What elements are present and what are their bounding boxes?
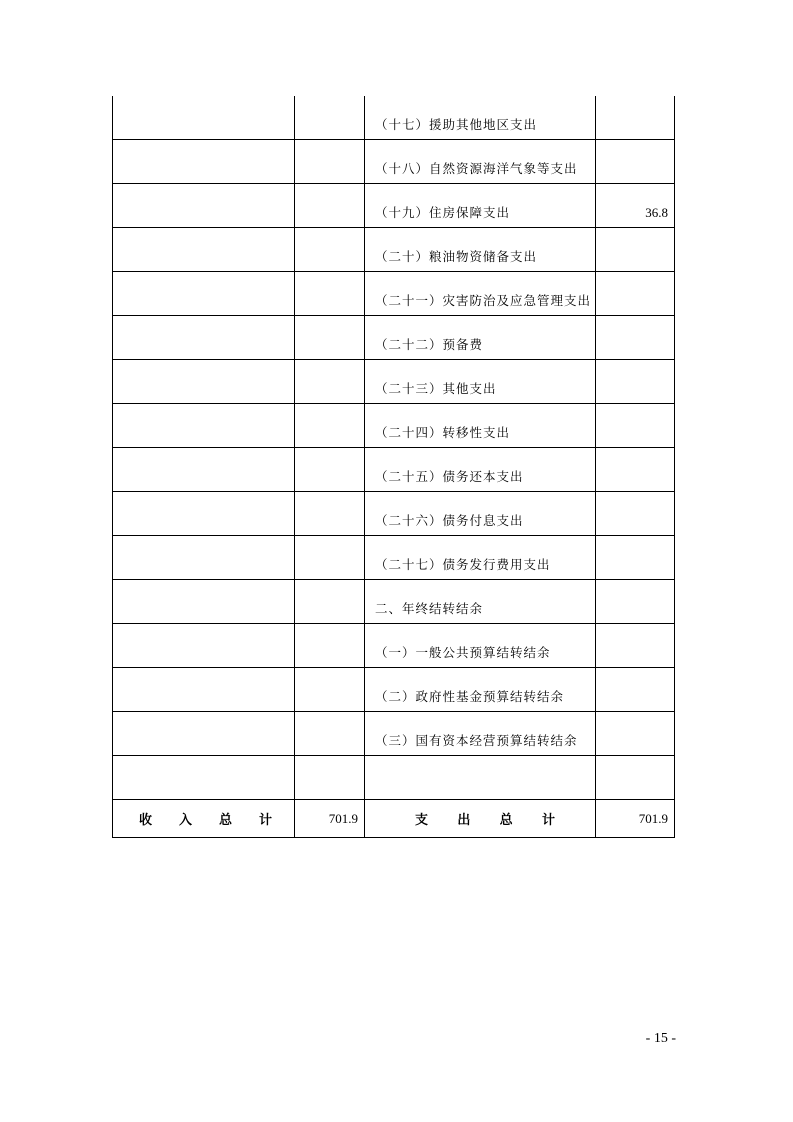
expense-item-cell: （二）政府性基金预算结转结余 xyxy=(365,668,596,712)
expense-total-label-char: 出 xyxy=(457,813,471,828)
expense-item-cell: （二十四）转移性支出 xyxy=(365,404,596,448)
table-row xyxy=(113,272,675,316)
expense-item-cell: （十七）援助其他地区支出 xyxy=(365,96,596,140)
income-total-label-char: 收 xyxy=(139,813,153,828)
income-item-cell xyxy=(113,712,295,756)
expense-item-cell xyxy=(365,756,596,800)
budget-table-container xyxy=(112,96,674,838)
income-amount-cell xyxy=(295,536,365,580)
income-amount-cell xyxy=(295,228,365,272)
expense-amount-cell xyxy=(596,140,675,184)
expense-amount-cell xyxy=(596,536,675,580)
page-number: - 15 - xyxy=(645,1031,676,1046)
expense-amount-cell: 36.8 xyxy=(596,184,675,228)
expense-item-cell: （二十二）预备费 xyxy=(365,316,596,360)
expense-item-cell: （二十三）其他支出 xyxy=(365,360,596,404)
income-item-cell xyxy=(113,316,295,360)
income-total-label-char: 入 xyxy=(178,813,192,828)
expense-total-label xyxy=(365,800,596,838)
income-item-cell xyxy=(113,668,295,712)
income-amount-cell xyxy=(295,96,365,140)
table-row xyxy=(113,580,675,624)
expense-amount-cell xyxy=(596,712,675,756)
income-amount-cell xyxy=(295,756,365,800)
expense-amount-cell xyxy=(596,492,675,536)
income-item-cell xyxy=(113,492,295,536)
table-row xyxy=(113,536,675,580)
table-row xyxy=(113,96,675,140)
expense-amount-cell xyxy=(596,404,675,448)
table-row xyxy=(113,184,675,228)
expense-total-label-char: 支 xyxy=(415,813,429,828)
expense-item-cell: （二十）粮油物资储备支出 xyxy=(365,228,596,272)
table-row xyxy=(113,668,675,712)
expense-item-cell: （十九）住房保障支出 xyxy=(365,184,596,228)
table-row xyxy=(113,624,675,668)
expense-item-cell: （二十一）灾害防治及应急管理支出 xyxy=(365,272,596,316)
income-amount-cell xyxy=(295,140,365,184)
income-item-cell xyxy=(113,96,295,140)
income-total-label xyxy=(113,800,295,838)
income-item-cell xyxy=(113,624,295,668)
income-amount-cell xyxy=(295,316,365,360)
income-item-cell xyxy=(113,360,295,404)
expense-amount-cell xyxy=(596,272,675,316)
expense-amount-cell xyxy=(596,360,675,404)
income-total-label-char: 计 xyxy=(258,813,272,828)
budget-table xyxy=(112,96,675,838)
table-row xyxy=(113,492,675,536)
income-item-cell xyxy=(113,228,295,272)
income-total-label-char: 总 xyxy=(218,813,232,828)
table-row xyxy=(113,360,675,404)
expense-amount-cell xyxy=(596,756,675,800)
income-amount-cell xyxy=(295,360,365,404)
total-row xyxy=(113,800,675,838)
table-row xyxy=(113,756,675,800)
income-amount-cell xyxy=(295,668,365,712)
income-amount-cell xyxy=(295,448,365,492)
income-amount-cell xyxy=(295,404,365,448)
expense-amount-cell xyxy=(596,668,675,712)
expense-total-label-char: 计 xyxy=(541,813,555,828)
income-amount-cell xyxy=(295,712,365,756)
income-item-cell xyxy=(113,756,295,800)
expense-total-value: 701.9 xyxy=(596,800,675,838)
income-item-cell xyxy=(113,536,295,580)
expense-item-cell: （二十五）债务还本支出 xyxy=(365,448,596,492)
income-amount-cell xyxy=(295,184,365,228)
table-row xyxy=(113,712,675,756)
expense-amount-cell xyxy=(596,448,675,492)
table-row xyxy=(113,140,675,184)
expense-amount-cell xyxy=(596,228,675,272)
income-item-cell xyxy=(113,404,295,448)
income-amount-cell xyxy=(295,272,365,316)
expense-item-cell: （三）国有资本经营预算结转结余 xyxy=(365,712,596,756)
income-item-cell xyxy=(113,580,295,624)
expense-amount-cell xyxy=(596,316,675,360)
expense-amount-cell xyxy=(596,580,675,624)
income-amount-cell xyxy=(295,624,365,668)
table-row xyxy=(113,404,675,448)
expense-amount-cell xyxy=(596,624,675,668)
expense-item-cell: （二十六）债务付息支出 xyxy=(365,492,596,536)
income-amount-cell xyxy=(295,580,365,624)
table-row xyxy=(113,448,675,492)
income-item-cell xyxy=(113,448,295,492)
expense-item-cell: （一）一般公共预算结转结余 xyxy=(365,624,596,668)
income-item-cell xyxy=(113,272,295,316)
income-item-cell xyxy=(113,184,295,228)
expense-item-cell: （十八）自然资源海洋气象等支出 xyxy=(365,140,596,184)
expense-item-cell: （二十七）债务发行费用支出 xyxy=(365,536,596,580)
table-row xyxy=(113,228,675,272)
expense-item-cell: 二、年终结转结余 xyxy=(365,580,596,624)
expense-total-label-char: 总 xyxy=(499,813,513,828)
income-total-value: 701.9 xyxy=(295,800,365,838)
expense-amount-cell xyxy=(596,96,675,140)
income-amount-cell xyxy=(295,492,365,536)
income-item-cell xyxy=(113,140,295,184)
table-row xyxy=(113,316,675,360)
